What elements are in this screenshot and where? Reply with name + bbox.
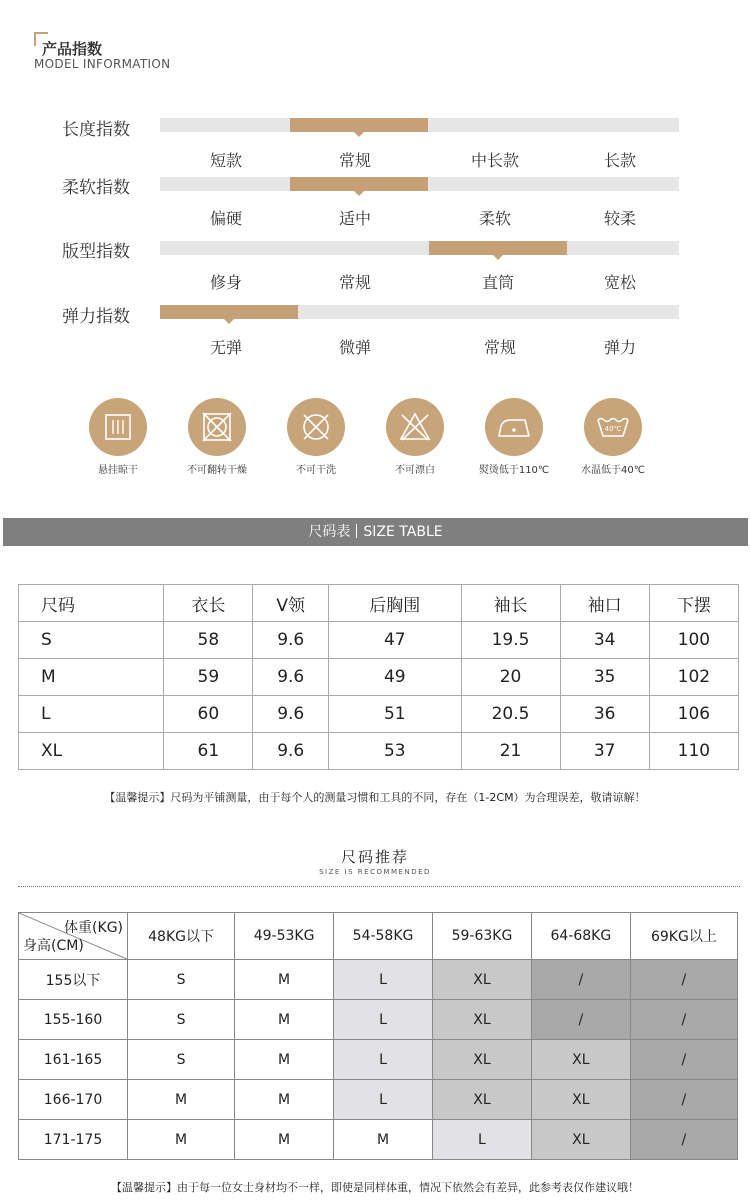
section-title: 产品指数 <box>42 40 103 58</box>
size-cell: / <box>630 1040 737 1080</box>
index-label-fit: 版型指数 <box>62 242 130 262</box>
height-cell: 155-160 <box>19 1000 128 1040</box>
height-axis-label: 身高(CM) <box>23 938 84 954</box>
size-cell: XL <box>432 1040 531 1080</box>
table-cell: 9.6 <box>253 659 329 696</box>
care-label: 悬挂晾干 <box>98 465 138 476</box>
size-table-header: 袖口 <box>560 585 649 622</box>
recommend-header-row <box>19 913 738 960</box>
weight-header: 64-68KG <box>531 913 630 960</box>
recommend-table <box>18 912 738 1160</box>
size-cell: XL <box>432 1080 531 1120</box>
table-cell: 59 <box>164 659 253 696</box>
table-cell: 20.5 <box>461 696 560 733</box>
table-row <box>19 1040 738 1080</box>
no-bleach-icon <box>386 398 444 456</box>
height-cell: 161-165 <box>19 1040 128 1080</box>
wash-temp-badge: 40℃ <box>604 425 622 433</box>
table-cell: 37 <box>560 733 649 770</box>
iron-icon <box>485 398 543 456</box>
index-track-softness <box>160 177 679 191</box>
index-option: 修身 <box>209 273 242 292</box>
index-track-fit <box>160 241 679 255</box>
size-cell: L <box>334 1080 433 1120</box>
table-cell: 49 <box>329 659 462 696</box>
table-cell: S <box>19 622 164 659</box>
index-option: 偏硬 <box>209 209 242 228</box>
size-cell: / <box>630 1120 737 1160</box>
dotted-divider <box>18 886 740 887</box>
index-option: 适中 <box>338 209 371 228</box>
weight-axis-label: 体重(KG) <box>64 920 123 936</box>
index-option: 常规 <box>483 338 516 357</box>
table-cell: 106 <box>649 696 738 733</box>
measurement-note: 【温馨提示】尺码为平铺测量，由于每个人的测量习惯和工具的不同，存在（1-2CM）为合理误差，敬请谅解！ <box>104 791 646 804</box>
table-cell: 100 <box>649 622 738 659</box>
index-option: 常规 <box>338 151 371 170</box>
height-cell: 166-170 <box>19 1080 128 1120</box>
size-cell: M <box>235 1080 334 1120</box>
table-cell: 19.5 <box>461 622 560 659</box>
table-row <box>19 1080 738 1120</box>
size-table-header: 下摆 <box>649 585 738 622</box>
table-row <box>19 696 739 733</box>
table-cell: 53 <box>329 733 462 770</box>
index-label-length: 长度指数 <box>62 120 130 140</box>
table-cell: 51 <box>329 696 462 733</box>
index-option: 柔软 <box>478 209 511 228</box>
table-cell: 20 <box>461 659 560 696</box>
care-label: 不可干洗 <box>296 465 336 476</box>
size-cell: XL <box>432 1000 531 1040</box>
recommend-subtitle: SIZE IS RECOMMENDED <box>319 868 431 876</box>
table-cell: 110 <box>649 733 738 770</box>
table-row <box>19 733 739 770</box>
index-label-softness: 柔软指数 <box>62 178 130 198</box>
size-table-header: 尺码 <box>19 585 164 622</box>
size-table-header: 后胸围 <box>329 585 462 622</box>
size-cell: / <box>531 960 630 1000</box>
table-row <box>19 659 739 696</box>
table-row <box>19 1000 738 1040</box>
table-cell: L <box>19 696 164 733</box>
index-option: 短款 <box>209 151 242 170</box>
table-cell: 60 <box>164 696 253 733</box>
no-dry-clean-icon <box>287 398 345 456</box>
table-cell: 61 <box>164 733 253 770</box>
size-cell: M <box>128 1080 235 1120</box>
care-label: 不可漂白 <box>395 465 435 476</box>
care-label: 不可翻转干燥 <box>187 465 247 476</box>
index-track-stretch <box>160 305 679 319</box>
weight-header: 69KG以上 <box>630 913 737 960</box>
index-track-length <box>160 118 679 132</box>
size-cell: L <box>334 960 433 1000</box>
size-cell: XL <box>531 1080 630 1120</box>
size-cell: M <box>128 1120 235 1160</box>
table-cell: 36 <box>560 696 649 733</box>
index-label-stretch: 弹力指数 <box>62 307 130 327</box>
size-cell: / <box>531 1000 630 1040</box>
table-cell: 21 <box>461 733 560 770</box>
table-cell: 47 <box>329 622 462 659</box>
size-cell: L <box>334 1040 433 1080</box>
index-option: 直筒 <box>481 273 514 292</box>
table-cell: 34 <box>560 622 649 659</box>
size-cell: / <box>630 1080 737 1120</box>
care-label: 水温低于40℃ <box>581 465 645 476</box>
index-option: 微弹 <box>338 338 371 357</box>
size-cell: XL <box>531 1120 630 1160</box>
index-option: 无弹 <box>209 338 242 357</box>
size-cell: XL <box>531 1040 630 1080</box>
table-row <box>19 960 738 1000</box>
index-option: 中长款 <box>470 151 519 170</box>
size-cell: S <box>128 1000 235 1040</box>
index-option: 长款 <box>603 151 636 170</box>
table-cell: 9.6 <box>253 622 329 659</box>
banner-title-en: SIZE TABLE <box>363 524 443 540</box>
table-cell: 58 <box>164 622 253 659</box>
care-label: 熨烫低于110℃ <box>478 465 550 476</box>
index-marker-stretch <box>160 305 298 319</box>
table-cell: 35 <box>560 659 649 696</box>
size-cell: S <box>128 960 235 1000</box>
size-cell: / <box>630 1000 737 1040</box>
table-cell: 102 <box>649 659 738 696</box>
size-table-banner <box>3 518 748 546</box>
size-table-header: 袖长 <box>461 585 560 622</box>
table-cell: XL <box>19 733 164 770</box>
size-cell: S <box>128 1040 235 1080</box>
index-option: 弹力 <box>603 338 636 357</box>
table-cell: M <box>19 659 164 696</box>
table-row <box>19 1120 738 1160</box>
size-table-header: 衣长 <box>164 585 253 622</box>
table-cell: 9.6 <box>253 696 329 733</box>
index-option: 较柔 <box>603 209 636 228</box>
table-cell: 9.6 <box>253 733 329 770</box>
size-cell: M <box>235 1040 334 1080</box>
size-cell: L <box>432 1120 531 1160</box>
size-table-header: V领 <box>253 585 329 622</box>
wash-40-icon <box>584 398 642 456</box>
size-cell: M <box>235 960 334 1000</box>
weight-header: 48KG以下 <box>128 913 235 960</box>
index-marker-softness <box>290 177 428 191</box>
recommend-title: 尺码推荐 <box>340 848 409 866</box>
index-option: 宽松 <box>603 273 636 292</box>
no-tumble-dry-icon <box>188 398 246 456</box>
size-cell: / <box>630 960 737 1000</box>
table-row <box>19 622 739 659</box>
size-cell: M <box>235 1000 334 1040</box>
hang-dry-icon <box>89 398 147 456</box>
recommend-note: 【温馨提示】由于每一位女士身材均不一样，即使是同样体重，情况下依然会有差异，此参考表仅作建议哦！ <box>111 1181 639 1194</box>
weight-header: 49-53KG <box>235 913 334 960</box>
height-cell: 155以下 <box>19 960 128 1000</box>
corner-header-cell <box>19 913 128 960</box>
index-option: 常规 <box>338 273 371 292</box>
index-marker-fit <box>429 241 567 255</box>
size-cell: L <box>334 1000 433 1040</box>
size-cell: XL <box>432 960 531 1000</box>
size-table-header-row <box>19 585 739 622</box>
section-subtitle: MODEL INFORMATION <box>34 57 171 71</box>
index-marker-length <box>290 118 428 132</box>
banner-divider <box>356 524 357 538</box>
weight-header: 59-63KG <box>432 913 531 960</box>
size-cell: M <box>334 1120 433 1160</box>
size-table <box>18 584 739 770</box>
height-cell: 171-175 <box>19 1120 128 1160</box>
weight-header: 54-58KG <box>334 913 433 960</box>
size-cell: M <box>235 1120 334 1160</box>
banner-title-cn: 尺码表 <box>308 524 351 540</box>
